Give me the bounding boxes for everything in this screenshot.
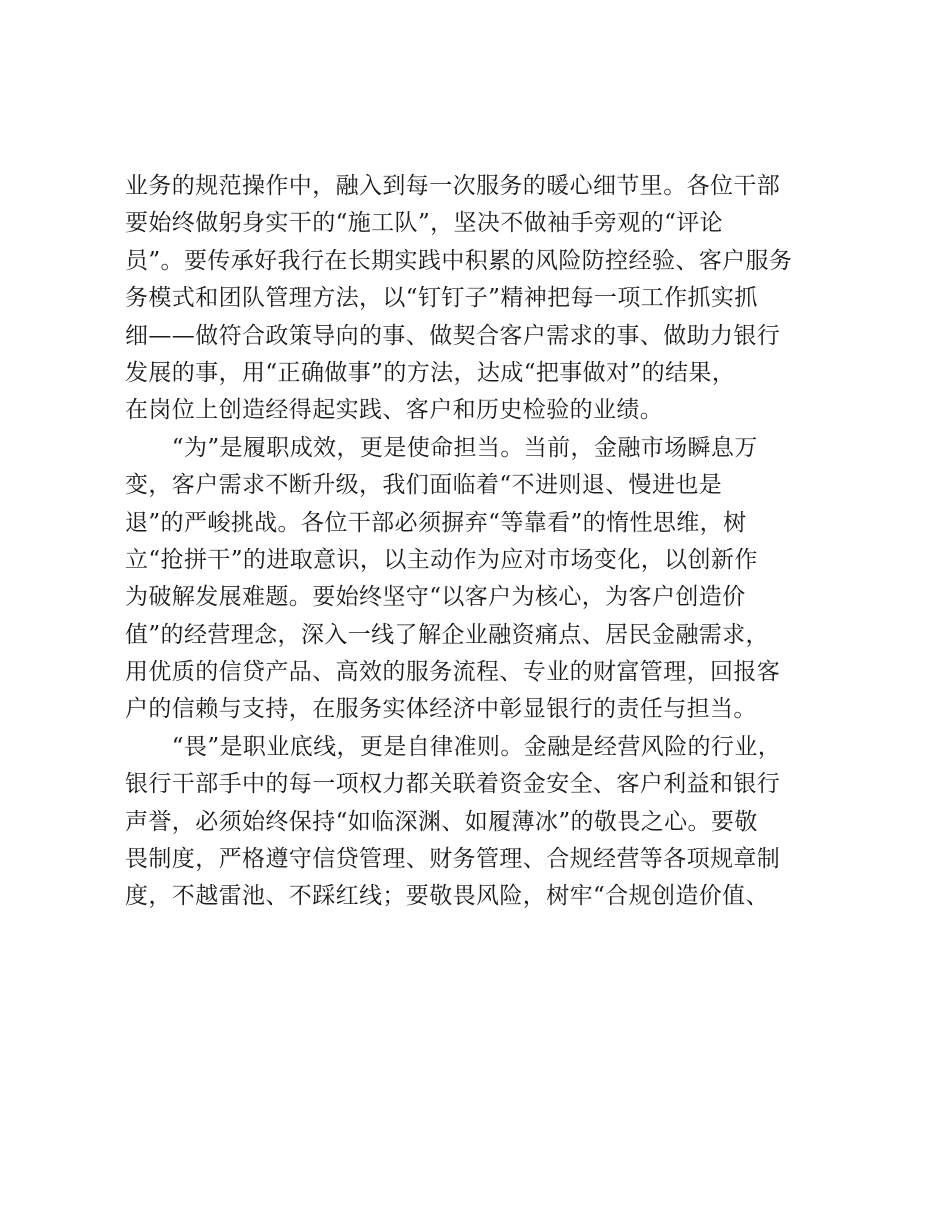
text-line: 畏制度，严格遵守信贷管理、财务管理、合规经营等各项规章制	[125, 846, 781, 873]
text-line: 用优质的信贷产品、高效的服务流程、专业的财富管理，回报客	[125, 659, 781, 686]
text-line: 度，不越雷池、不踩红线；要敬畏风险，树牢“合规创造价值、	[125, 883, 769, 910]
text-line: 立“抢拼干”的进取意识，以主动作为应对市场变化，以创新作	[125, 546, 758, 573]
text-line: 在岗位上创造经得起实践、客户和历史检验的业绩。	[125, 397, 664, 424]
text-line: 值”的经营理念，深入一线了解企业融资痛点、居民金融需求，	[125, 621, 769, 648]
text-line: 银行干部手中的每一项权力都关联着资金安全、客户利益和银行	[125, 771, 781, 798]
text-line: 变，客户需求不断升级，我们面临着“不进则退、慢进也是	[125, 472, 723, 499]
text-line: 业务的规范操作中，融入到每一次服务的暖心细节里。各位干部	[125, 173, 781, 199]
body-text	[125, 168, 825, 916]
text-line: “畏”是职业底线，更是自律准则。金融是经营风险的行业，	[125, 733, 782, 760]
text-line: 为破解发展难题。要始终坚守“以客户为核心，为客户创造价	[125, 584, 746, 611]
text-line: 员”。要传承好我行在长期实践中积累的风险防控经验、客户服务	[125, 247, 793, 274]
text-line: 户的信赖与支持，在服务实体经济中彰显银行的责任与担当。	[125, 696, 757, 723]
text-line: “为”是履职成效，更是使命担当。当前，金融市场瞬息万	[125, 434, 758, 461]
text-line: 声誉，必须始终保持“如临深渊、如履薄冰”的敬畏之心。要敬	[125, 808, 758, 835]
text-line: 退”的严峻挑战。各位干部必须摒弃“等靠看”的惰性思维，树	[125, 509, 747, 536]
text-line: 发展的事，用“正确做事”的方法，达成“把事做对”的结果，	[125, 359, 736, 386]
text-line: 要始终做躬身实干的“施工队”，坚决不做袖手旁观的“评论	[125, 210, 724, 237]
text-line: 细——做符合政策导向的事、做契合客户需求的事、做助力银行	[125, 322, 781, 349]
text-line: 务模式和团队管理方法，以“钉钉子”精神把每一项工作抓实抓	[125, 285, 758, 312]
